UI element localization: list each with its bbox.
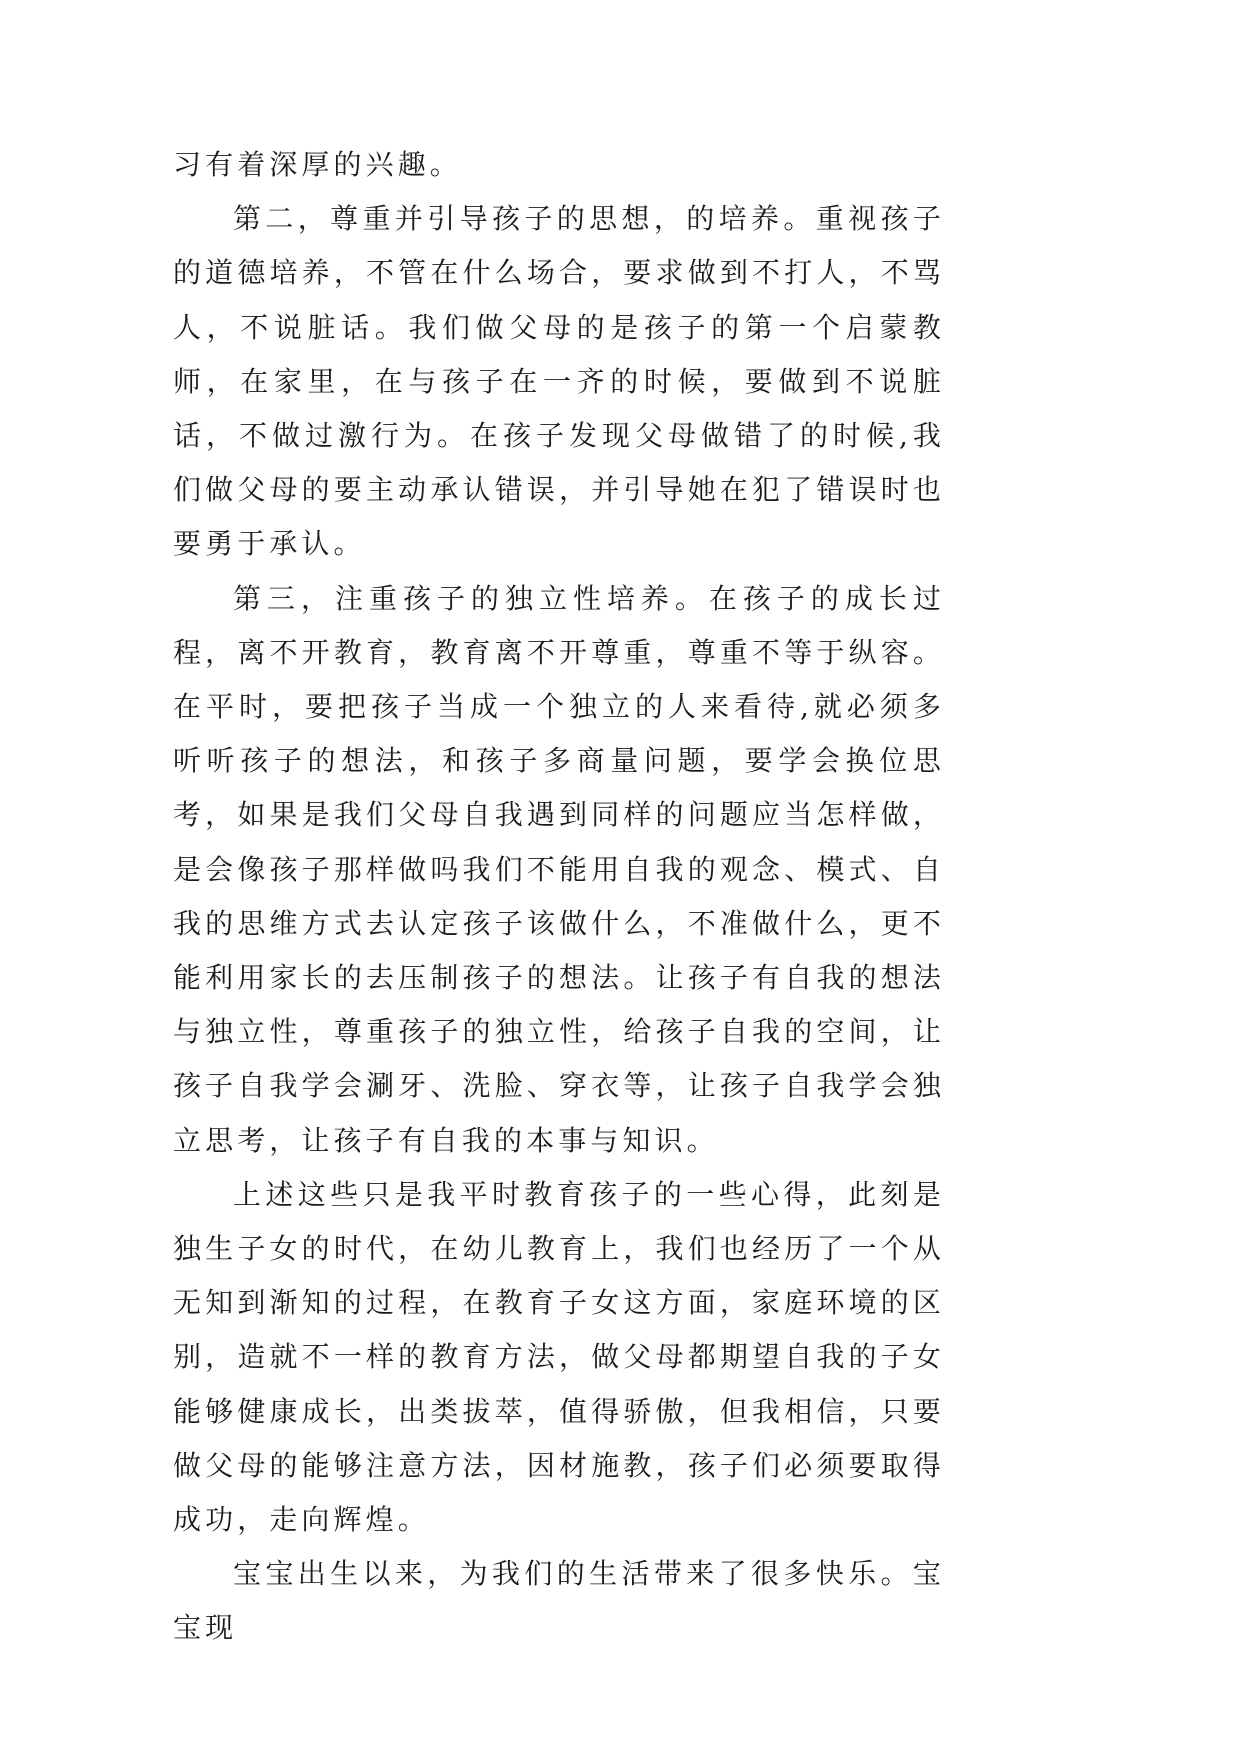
paragraph-5: 宝宝出生以来，为我们的生活带来了很多快乐。宝宝现 [173, 1557, 945, 1645]
paragraph-1: 习有着深厚的兴趣。 [173, 148, 462, 181]
body-text [173, 138, 945, 1656]
paragraph-3: 第三，注重孩子的独立性培养。在孩子的成长过程，离不开教育，教育离不开尊重，尊重不等于纵容。在平时，要把孩子当成一个独立的人来看待,就必须多听听孩子的想法，和孩子多商量问题，要学会换位思考，如果是我们父母自我遇到同样的问题应当怎样做，是会像孩子那样做吗我们不能用自我的观念、模式、自我的思维方式去认定孩子该做什么，不准做什么，更不能利用家长的去压制孩子的想法。让孩子有自我的想法与独立性，尊重孩子的独立性，给孩子自我的空间，让孩子自我学会涮牙、洗脸、穿衣等，让孩子自我学会独立思考，让孩子有自我的本事与知识。 [173, 581, 945, 1157]
paragraph-2: 第二，尊重并引导孩子的思想，的培养。重视孩子的道德培养，不管在什么场合，要求做到不打人，不骂人，不说脏话。我们做父母的是孩子的第一个启蒙教师，在家里，在与孩子在一齐的时候，要做到不说脏话，不做过激行为。在孩子发现父母做错了的时候,我们做父母的要主动承认错误，并引导她在犯了错误时也要勇于承认。 [173, 202, 945, 561]
paragraph-4: 上述这些只是我平时教育孩子的一些心得，此刻是独生子女的时代，在幼儿教育上，我们也经历了一个从无知到渐知的过程，在教育子女这方面，家庭环境的区别，造就不一样的教育方法，做父母都期望自我的子女能够健康成长，出类拔萃，值得骄傲，但我相信，只要做父母的能够注意方法，因材施教，孩子们必须要取得成功，走向辉煌。 [173, 1177, 945, 1537]
